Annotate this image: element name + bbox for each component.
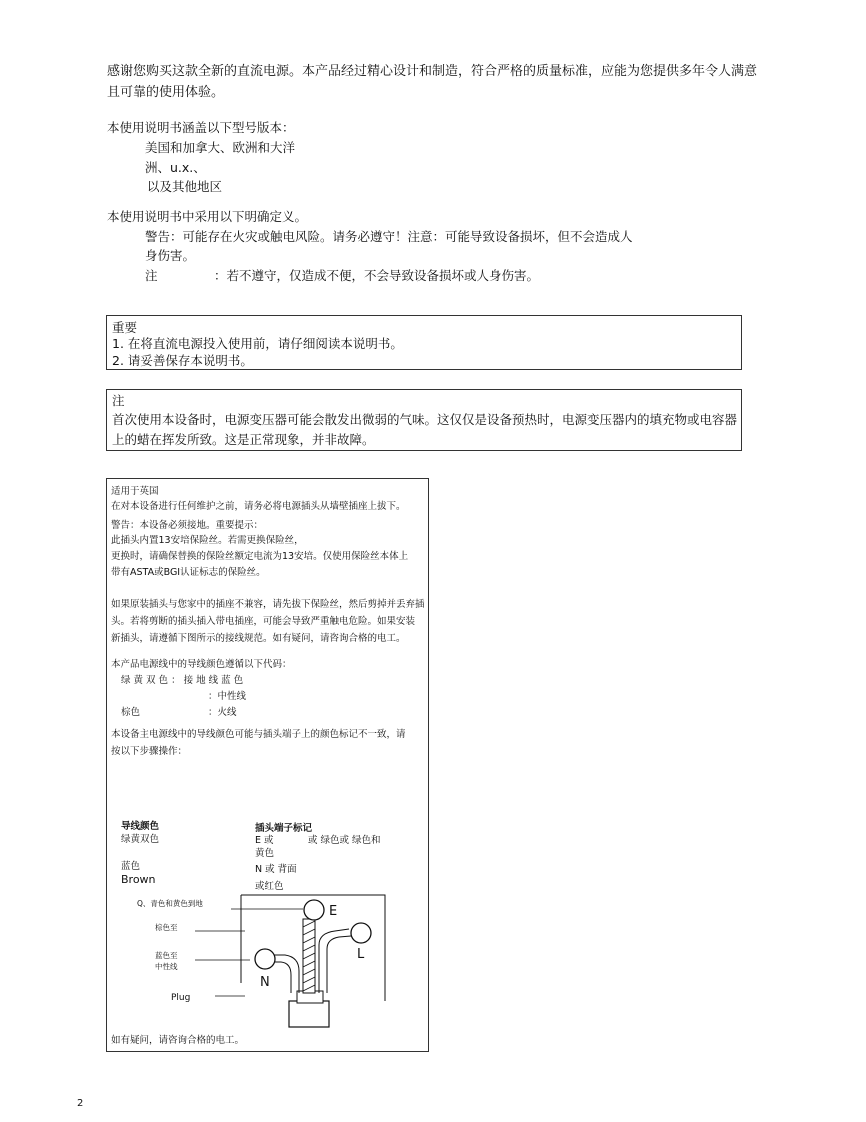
- wire-color-3: Brown: [121, 873, 156, 886]
- uk-mismatch-1: 如果原装插头与您家中的插座不兼容，请先拔下保险丝，然后剪掉并丢弃插: [111, 599, 425, 610]
- models-item-2: 洲、u.x.、: [145, 160, 206, 175]
- terminal-1a: E 或: [255, 835, 274, 846]
- uk-colors-heading: 本产品电源线中的导线颜色遵循以下代码：: [111, 659, 292, 670]
- uk-unplug: 在对本设备进行任何维护之前，请务必将电源插头从墙壁插座上拔下。: [111, 501, 406, 512]
- models-item-3: 以及其他地区: [147, 179, 223, 194]
- uk-footer: 如有疑问，请咨询合格的电工。: [111, 1035, 245, 1046]
- intro-line-2: 且可靠的使用体验。: [107, 85, 225, 100]
- note-box: [106, 389, 742, 451]
- intro-line-1: 感谢您购买这款全新的直流电源。本产品经过精心设计和制造，符合严格的质量标准，应能为您提供多年令人满意: [107, 64, 758, 79]
- uk-title: 适用于英国: [111, 486, 159, 497]
- terminal-e-label: E: [329, 904, 338, 919]
- wire-color-2: 蓝色: [121, 861, 141, 872]
- plug-wiring-diagram: [135, 893, 395, 1033]
- terminal-1b: 或 绿色或 绿色和: [308, 835, 381, 846]
- note-line-1: 首次使用本设备时，电源变压器可能会散发出微弱的气味。这仅仅是设备预热时，电源变压器内的填充物或电容器: [112, 412, 738, 427]
- uk-warn-4: 带有ASTA或BGI认证标志的保险丝。: [111, 567, 266, 578]
- terminal-earth: [304, 900, 324, 920]
- uk-steps-1: 本设备主电源线中的导线颜色可能与插头端子上的颜色标记不一致，请: [111, 729, 406, 740]
- uk-color-row-3-value: ：火线: [208, 707, 237, 718]
- cable-sheath: [289, 1001, 329, 1027]
- terminal-1c: 黄色: [255, 848, 275, 859]
- uk-mismatch-2: 头。若将剪断的插头插入带电插座，可能会导致严重触电危险。如果安装: [111, 616, 416, 627]
- important-item-1: 1. 在将直流电源投入使用前，请仔细阅读本说明书。: [112, 336, 403, 351]
- uk-warn-2: 此插头内置13安培保险丝。若需更换保险丝，: [111, 535, 304, 546]
- models-item-1: 美国和加拿大、欧洲和大洋: [145, 140, 296, 155]
- uk-steps-2: 按以下步骤操作：: [111, 746, 188, 757]
- important-item-2: 2. 请妥善保存本说明书。: [112, 353, 253, 368]
- uk-color-row-2: ：中性线: [208, 691, 247, 702]
- diagram-label-blue-1: 蓝色至: [155, 951, 178, 960]
- terminal-neutral: [255, 949, 275, 969]
- definitions-heading: 本使用说明书中采用以下明确定义。: [107, 209, 308, 224]
- uk-warn-3: 更换时，请确保替换的保险丝额定电流为13安培。仅使用保险丝本体上: [111, 551, 409, 562]
- neutral-wire-outer: [273, 962, 291, 993]
- terminal-3: 或红色: [255, 881, 284, 892]
- terminal-n-label: N: [260, 975, 270, 990]
- definitions-warning-2: 身伤害。: [145, 248, 196, 263]
- important-title: 重要: [112, 320, 138, 335]
- definitions-note-text: ：若不遵守，仅造成不便，不会导致设备损坏或人身伤害。: [214, 268, 540, 283]
- terminal-l-label: L: [357, 947, 365, 962]
- page-number: 2: [77, 1098, 84, 1109]
- uk-color-row-1: 绿 黄 双 色 ： 接 地 线 蓝 色: [121, 675, 244, 686]
- uk-mismatch-3: 新插头，请遵循下图所示的接线规范。如有疑问，请咨询合格的电工。: [111, 633, 406, 644]
- diagram-label-plug: Plug: [171, 993, 191, 1003]
- note-title: 注: [112, 393, 125, 408]
- important-box: [106, 315, 742, 370]
- wire-color-heading: 导线颜色: [121, 821, 160, 832]
- uk-color-row-3-label: 棕色: [121, 707, 141, 718]
- models-heading: 本使用说明书涵盖以下型号版本：: [107, 120, 295, 135]
- uk-box: [106, 478, 429, 1052]
- diagram-label-blue-2: 中性线: [155, 962, 178, 971]
- uk-warn-1: 警告：本设备必须接地。重要提示：: [111, 520, 264, 531]
- terminal-live: [351, 923, 371, 943]
- note-line-2: 上的蜡在挥发所致。这是正常现象，并非故障。: [112, 432, 375, 447]
- terminal-2: N 或 背面: [255, 864, 297, 875]
- live-wire-outer: [327, 936, 351, 993]
- definitions-note-label: 注: [145, 268, 158, 283]
- diagram-label-green: Q、青色和黄色到地: [137, 899, 203, 908]
- diagram-label-brown: 棕色至: [155, 923, 178, 932]
- wire-color-1: 绿黄双色: [121, 834, 160, 845]
- terminal-heading: 插头端子标记: [255, 823, 313, 834]
- definitions-warning-1: 警告：可能存在火灾或触电风险。请务必遵守！注意：可能导致设备损坏，但不会造成人: [145, 229, 633, 244]
